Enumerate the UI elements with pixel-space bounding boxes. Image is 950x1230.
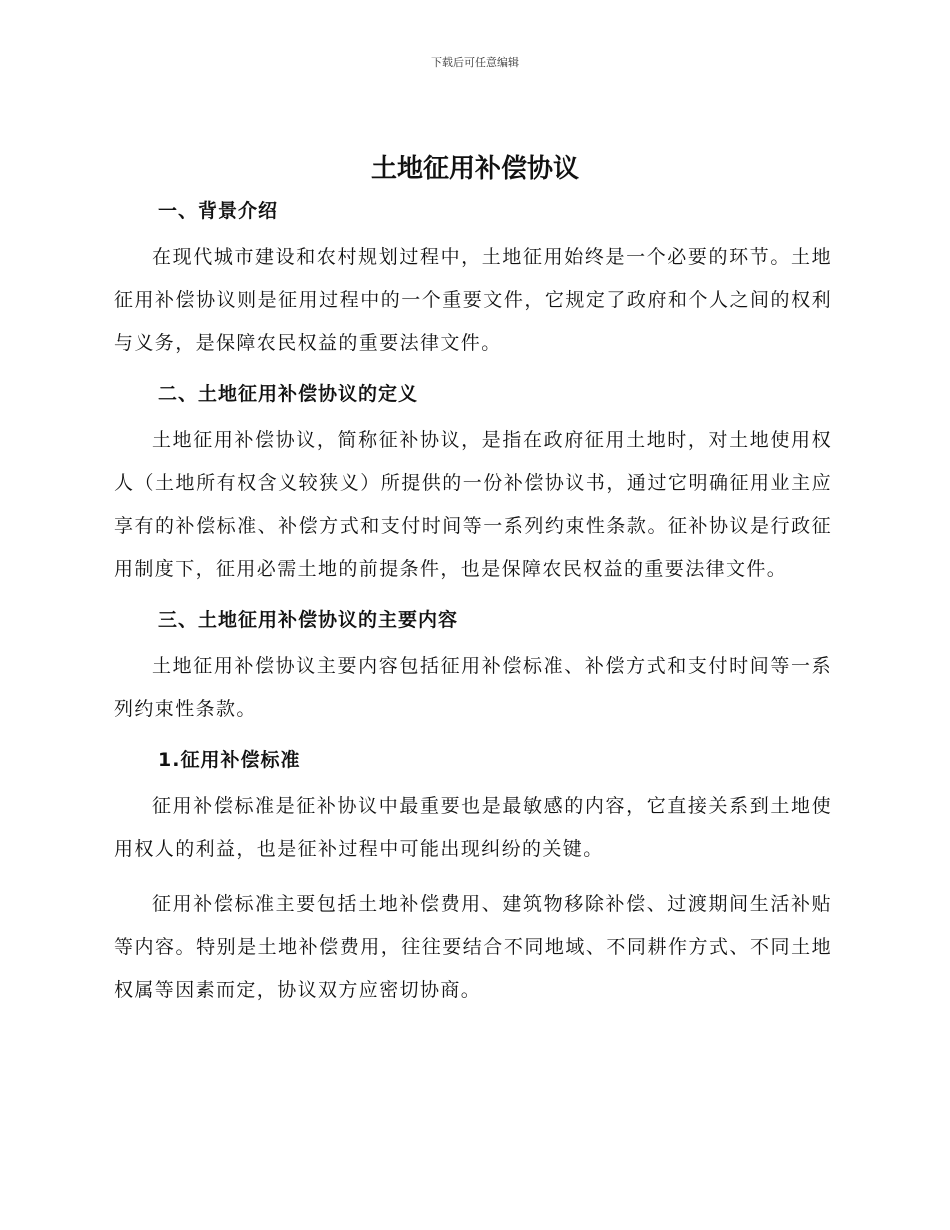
section-heading-definition: 二、土地征用补偿协议的定义 [158,383,419,405]
document-body [114,196,832,1012]
paragraph-definition: 土地征用补偿协议，简称征补协议，是指在政府征用土地时，对土地使用权人（土地所有权含义较狭义）所提供的一份补偿协议书，通过它明确征用业主应享有的补偿标准、补偿方式和支付时间等一系列约束性条款。征补协议是行政征用制度下，征用必需土地的前提条件，也是保障农民权益的重要法律文件。 [114,429,832,580]
subsection-heading-compensation-standard: 1.征用补偿标准 [158,749,301,771]
section-heading-main-content: 三、土地征用补偿协议的主要内容 [158,609,459,631]
section-heading-background: 一、背景介绍 [158,200,279,222]
paragraph-background: 在现代城市建设和农村规划过程中，土地征用始终是一个必要的环节。土地征用补偿协议则是征用过程中的一个重要文件，它规定了政府和个人之间的权利与义务，是保障农民权益的重要法律文件。 [114,246,832,354]
document-title: 土地征用补偿协议 [370,154,579,184]
paragraph-compensation-standard-1: 征用补偿标准是征补协议中最重要也是最敏感的内容，它直接关系到土地使用权人的利益，也是征补过程中可能出现纠纷的关键。 [114,795,832,860]
paragraph-compensation-standard-2: 征用补偿标准主要包括土地补偿费用、建筑物移除补偿、过渡期间生活补贴等内容。特别是土地补偿费用，往往要结合不同地域、不同耕作方式、不同土地权属等因素而定，协议双方应密切协商。 [114,893,832,1001]
header-note: 下载后可任意编辑 [431,56,519,69]
paragraph-main-content: 土地征用补偿协议主要内容包括征用补偿标准、补偿方式和支付时间等一系列约束性条款。 [114,655,832,720]
